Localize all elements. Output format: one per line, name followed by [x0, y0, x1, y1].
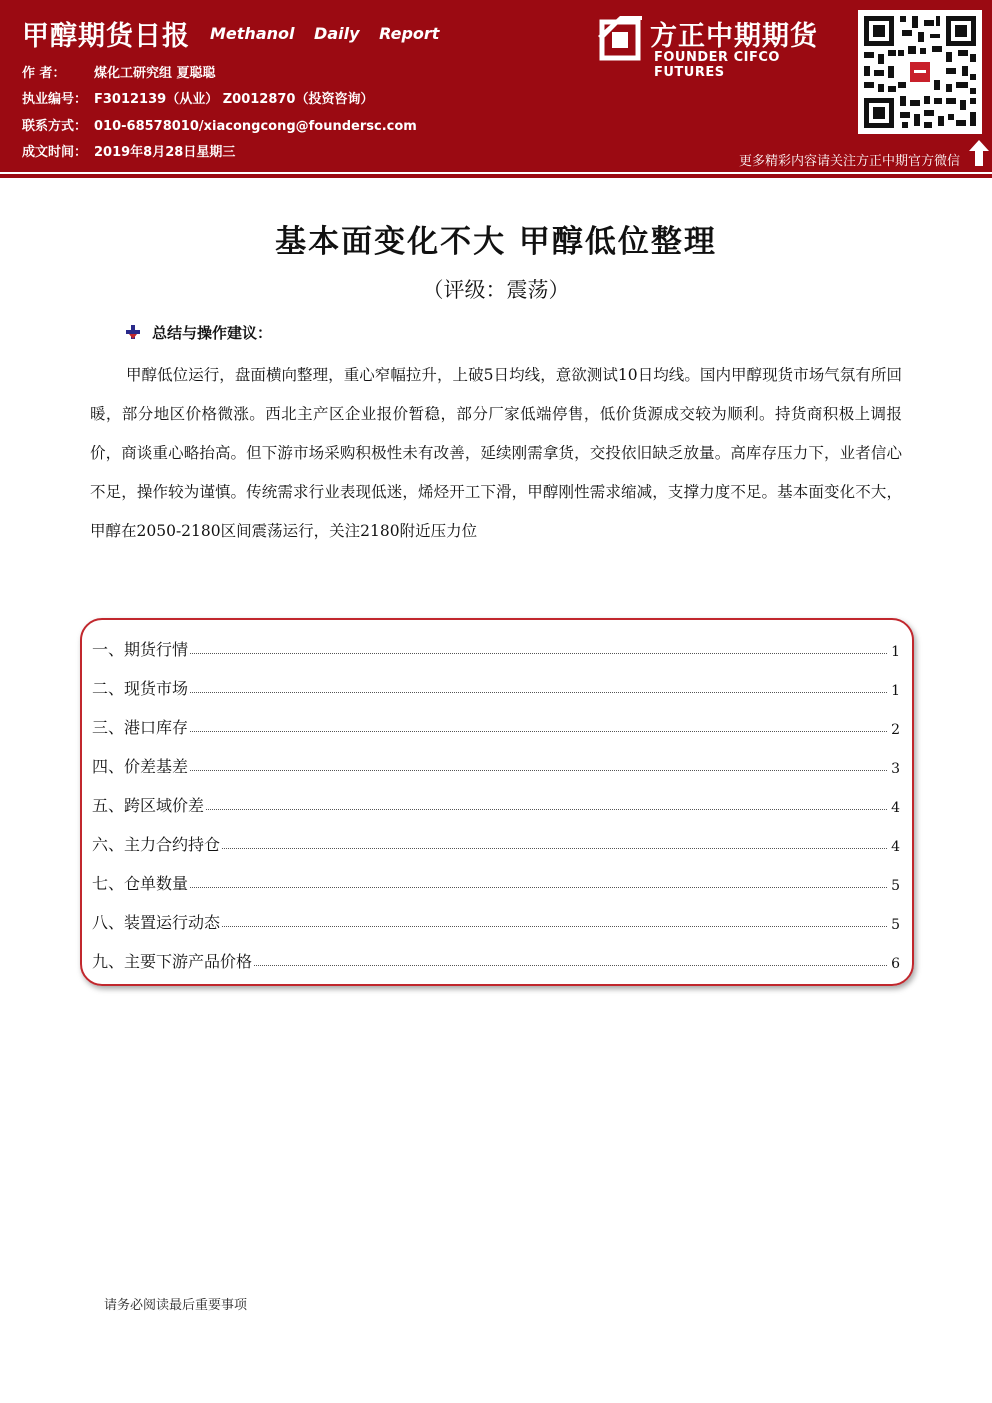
toc-item[interactable] [92, 751, 900, 777]
toc-item-page: 6 [891, 956, 900, 972]
toc-item[interactable] [92, 868, 900, 894]
toc-item-title: 三、港口库存 [92, 718, 189, 737]
toc-item[interactable] [92, 946, 900, 972]
founder-logo-icon [598, 16, 642, 64]
toc-item[interactable] [92, 673, 900, 699]
toc-leader-dots [190, 887, 887, 888]
company-logo [598, 14, 848, 80]
report-series-title: 甲醇期货日报 [22, 21, 190, 52]
logo-text-en: FOUNDER CIFCO FUTURES [654, 50, 780, 80]
report-series-title-en: Methanol Daily Report [210, 24, 440, 43]
contact-label: 联系方式： [22, 119, 88, 134]
date-label: 成文时间： [22, 145, 88, 160]
date-value: 2019年8月28日星期三 [94, 145, 236, 160]
qr-code-icon [858, 10, 982, 134]
header-divider [0, 174, 992, 178]
toc-item-page: 1 [891, 683, 900, 699]
toc-item-title: 六、主力合约持仓 [92, 835, 221, 854]
license-row [22, 88, 373, 107]
toc-item-title: 七、仓单数量 [92, 874, 189, 893]
report-title: 基本面变化不大 甲醇低位整理 [275, 224, 717, 260]
toc-item-page: 3 [891, 761, 900, 777]
toc-item[interactable] [92, 790, 900, 816]
toc-leader-dots [190, 731, 887, 732]
toc-item-page: 4 [891, 800, 900, 816]
license-value: F3012139（从业） Z0012870（投资咨询） [94, 92, 374, 107]
wechat-follow-note: 更多精彩内容请关注方正中期官方微信 [738, 154, 960, 169]
toc-item-page: 5 [891, 917, 900, 933]
toc-item-title: 二、现货市场 [92, 679, 189, 698]
toc-leader-dots [190, 653, 887, 654]
summary-heading [126, 322, 272, 343]
toc-item-title: 五、跨区域价差 [92, 796, 205, 815]
toc-item-page: 4 [891, 839, 900, 855]
table-of-contents [80, 618, 914, 986]
wechat-qr-code[interactable] [858, 10, 982, 134]
toc-item[interactable] [92, 907, 900, 933]
toc-item-title: 四、价差基差 [92, 757, 189, 776]
toc-leader-dots [254, 965, 887, 966]
toc-item[interactable] [92, 712, 900, 738]
author-value: 煤化工研究组 夏聪聪 [94, 66, 216, 81]
author-row [22, 62, 216, 81]
toc-leader-dots [190, 692, 887, 693]
toc-item-title: 一、期货行情 [92, 640, 189, 659]
summary-paragraph: 甲醇低位运行，盘面横向整理，重心窄幅拉升，上破5日均线，意欲测试10日均线。国内甲醇现货市场气氛有所回暖，部分地区价格微涨。西北主产区企业报价暂稳，部分厂家低端停售，低价货源成交较为顺利。持货商积极上调报价，商谈重心略抬高。但下游市场采购积极性未有改善，延续刚需拿货，交投依旧缺乏放量。高库存压力下，业者信心不足，操作较为谨慎。传统需求行业表现低迷，烯烃开工下滑，甲醇刚性需求缩减，支撑力度不足。基本面变化不大，甲醇在2050-2180区间震荡运行，关注2180附近压力位 [90, 366, 902, 540]
logo-text-cn: 方正中期期货 [650, 21, 818, 52]
date-row [22, 141, 235, 160]
toc-item-title: 九、主要下游产品价格 [92, 952, 253, 971]
toc-leader-dots [206, 809, 887, 810]
toc-item-title: 八、装置运行动态 [92, 913, 221, 932]
author-label: 作 者： [22, 66, 66, 81]
toc-item[interactable] [92, 634, 900, 660]
bullet-icon [126, 325, 140, 339]
toc-leader-dots [190, 770, 887, 771]
toc-item-page: 5 [891, 878, 900, 894]
toc-item[interactable] [92, 829, 900, 855]
toc-leader-dots [222, 926, 887, 927]
toc-item-page: 1 [891, 644, 900, 660]
footer-disclaimer-note: 请务必阅读最后重要事项 [104, 1298, 248, 1313]
report-header [0, 0, 992, 172]
toc-leader-dots [222, 848, 887, 849]
report-rating: （评级：震荡） [422, 278, 570, 302]
license-label: 执业编号： [22, 92, 88, 107]
arrow-up-icon [969, 140, 989, 166]
toc-item-page: 2 [891, 722, 900, 738]
contact-row [22, 115, 417, 134]
summary-heading-text: 总结与操作建议： [152, 324, 273, 342]
contact-value: 010-68578010/xiacongcong@foundersc.com [94, 119, 417, 134]
